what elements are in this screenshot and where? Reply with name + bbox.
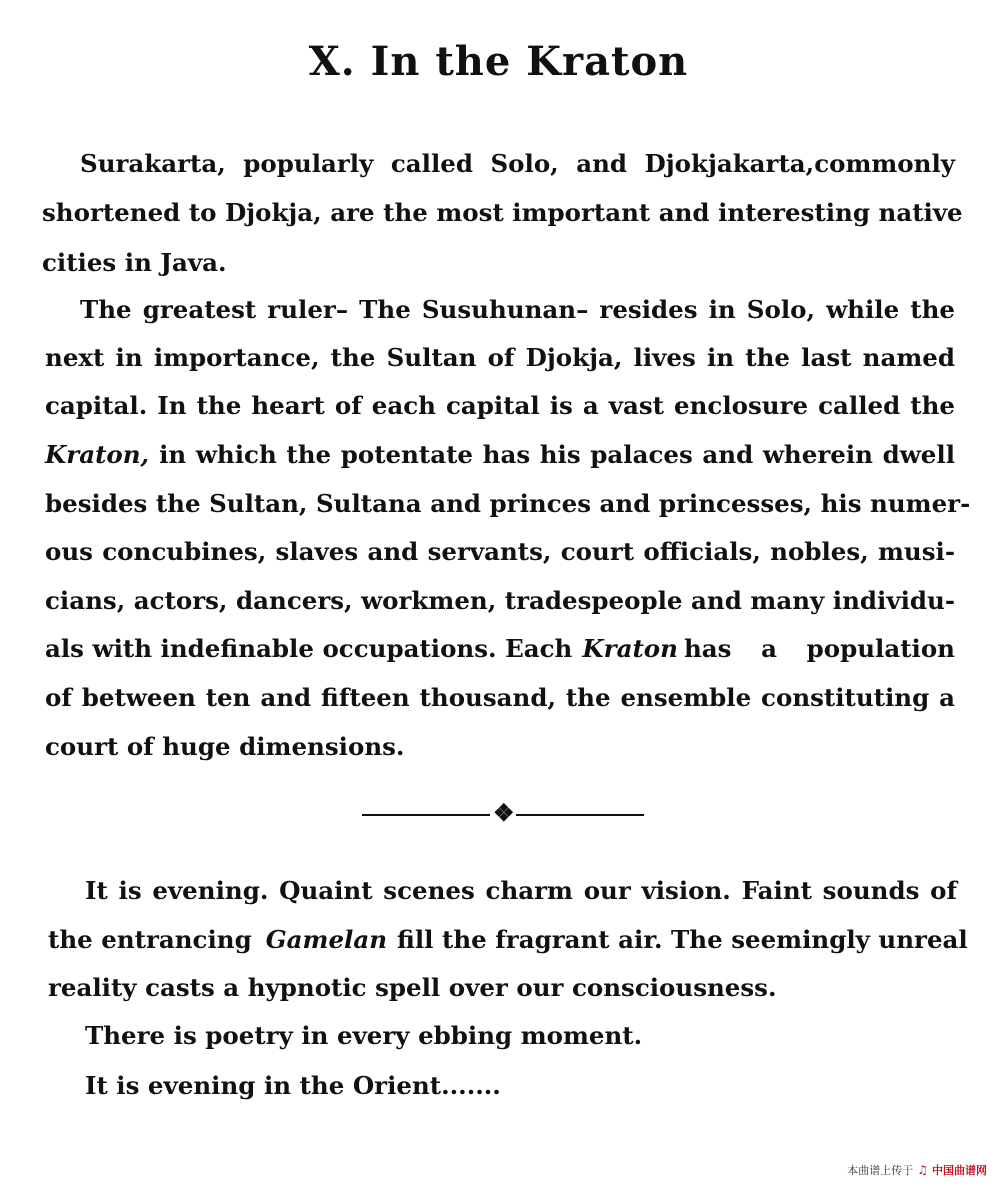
text-line: There is poetry in every ebbing moment.: [85, 1021, 643, 1050]
text-line: capital. In the heart of each capital is a vast enclosure called the: [45, 391, 955, 420]
text-line: of between ten and fifteen thousand, the ensemble constituting a: [45, 683, 955, 712]
text-line: It is evening in the Orient.......: [85, 1071, 501, 1100]
text-line: [48, 925, 968, 955]
section-divider: [362, 798, 644, 827]
text-line: cities in Java.: [42, 248, 227, 277]
text-line: besides the Sultan, Sultana and princes and princesses, his numer-: [45, 489, 971, 518]
divider-rule-right: [516, 814, 644, 816]
italic-term: Kraton,: [45, 440, 150, 469]
italic-term: Kraton: [582, 634, 678, 663]
italic-term: Gamelan: [265, 925, 388, 954]
text-line: [45, 634, 955, 664]
text-line: Surakarta, popularly called Solo, and Djokjakarta,commonly: [80, 149, 955, 178]
text-line: shortened to Djokja, are the most important and interesting native: [42, 198, 963, 227]
text-span: als with indefinable occupations. Each: [45, 634, 573, 663]
divider-rule-left: [362, 814, 490, 816]
text-span: has a population: [683, 634, 955, 663]
text-line: court of huge dimensions.: [45, 732, 405, 761]
text-line: reality casts a hypnotic spell over our consciousness.: [48, 973, 777, 1002]
watermark-text: 本曲谱上传于: [847, 1164, 914, 1177]
text-line: ous concubines, slaves and servants, court officials, nobles, musi-: [45, 537, 955, 566]
text-line: next in importance, the Sultan of Djokja, lives in the last named: [45, 343, 955, 372]
text-line: cians, actors, dancers, workmen, tradespeople and many individu-: [45, 586, 955, 615]
music-note-icon: ♫: [917, 1163, 928, 1177]
site-watermark: [847, 1162, 987, 1178]
text-line: The greatest ruler– The Susuhunan– resides in Solo, while the: [80, 295, 955, 324]
watermark-brand: 中国曲谱网: [932, 1164, 987, 1177]
text-span: the entrancing: [48, 925, 252, 954]
text-span: in which the potentate has his palaces and wherein dwell: [159, 440, 955, 469]
text-line: It is evening. Quaint scenes charm our vision. Faint sounds of: [85, 876, 957, 905]
text-span: fill the fragrant air. The seemingly unreal: [397, 925, 968, 954]
chapter-title: X. In the Kraton: [308, 38, 689, 85]
text-line: [45, 440, 955, 470]
ornament-icon: ❖: [493, 798, 515, 827]
